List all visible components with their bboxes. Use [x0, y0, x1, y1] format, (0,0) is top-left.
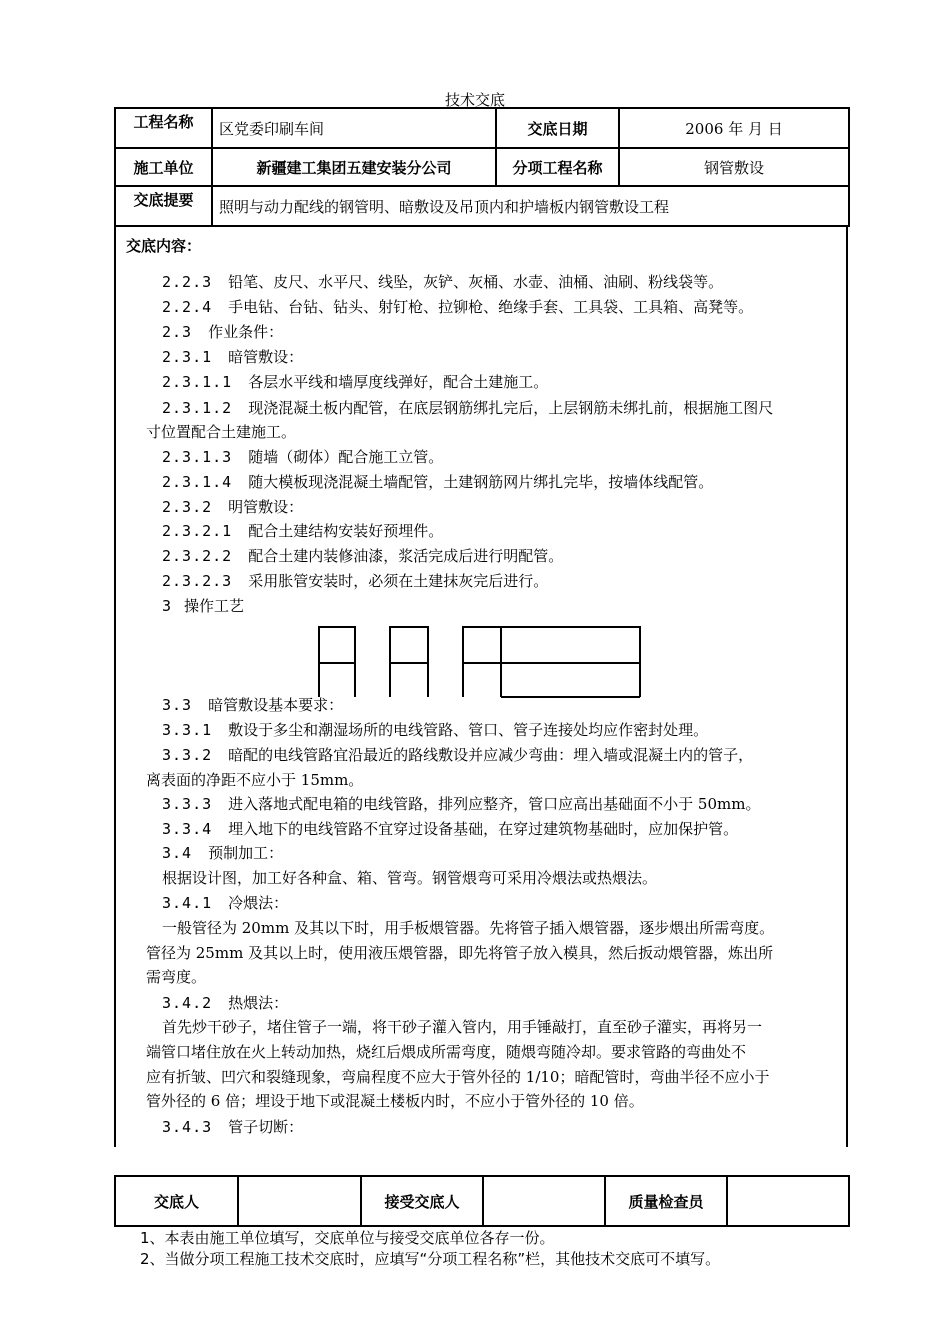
section-number: 2.3.1.2	[162, 399, 233, 417]
section-number: 2.3.2.1	[162, 522, 233, 540]
section-number: 3.3.2	[162, 746, 213, 764]
section-number: 2.3.2.3	[162, 572, 233, 590]
subproject-value: 钢管敷设	[619, 148, 849, 186]
content-line	[146, 943, 773, 963]
date-label: 交底日期	[496, 108, 619, 148]
content-line	[162, 372, 548, 392]
content-line	[162, 695, 343, 715]
line-text: 操作工艺	[184, 597, 245, 615]
section-number: 2.3.2	[162, 498, 213, 516]
line-text: 铅笔、皮尺、水平尺、线坠，灰铲、灰桶、水壶、油桶、油刷、粉线袋等。	[228, 273, 724, 291]
line-text: 敷设于多尘和潮湿场所的电线管路、管口、管子连接处均应作密封处理。	[228, 721, 709, 739]
line-text: 配合土建内装修油漆，浆活完成后进行明配管。	[248, 547, 564, 565]
line-text: 进入落地式配电箱的电线管路，排列应整齐，管口应高出基础面不小于 50mm。	[228, 795, 761, 813]
inspector-label: 质量检查员	[605, 1176, 727, 1226]
line-text: 冷煨法：	[228, 894, 289, 912]
line-text: 寸位置配合土建施工。	[146, 423, 297, 441]
line-text: 暗管敷设：	[228, 348, 304, 366]
content-line	[162, 794, 760, 814]
content-line	[162, 521, 443, 541]
section-number: 2.3.1	[162, 348, 213, 366]
line-text: 现浇混凝土板内配管，在底层钢筋绑扎完后，上层钢筋未绑扎前，根据施工图尺	[248, 399, 774, 417]
note-2: 2、当做分项工程施工技术交底时，应填写“分项工程名称”栏，其他技术交底可不填写。	[140, 1250, 721, 1268]
content-line	[146, 967, 206, 987]
line-text: 离表面的净距不应小于 15mm。	[146, 771, 364, 789]
content-line	[162, 1117, 303, 1137]
line-text: 根据设计图，加工好各种盒、箱、管弯。钢管煨弯可采用冷煨法或热煨法。	[162, 869, 658, 887]
line-text: 作业条件：	[208, 323, 284, 341]
content-line	[162, 893, 288, 913]
document-title: 技术交底	[444, 91, 505, 109]
content-line	[162, 322, 283, 342]
receiver-label: 接受交底人	[361, 1176, 483, 1226]
line-text: 管径为 25mm 及其以上时，使用液压煨管器，即先将管子放入模具，然后扳动煨管器，炼出所	[146, 944, 774, 962]
line-text: 埋入地下的电线管路不宜穿过设备基础，在穿过建筑物基础时，应加保护管。	[228, 820, 739, 838]
section-number: 2.3.2.2	[162, 547, 233, 565]
project-name-value: 区党委印刷车间	[212, 108, 496, 148]
handover-signature-field[interactable]	[238, 1176, 361, 1226]
content-line	[162, 1017, 762, 1037]
content-line	[162, 720, 708, 740]
line-text: 一般管径为 20mm 及其以下时，用手板煨管器。先将管子插入煨管器，逐步煨出所需弯度。	[162, 919, 775, 937]
line-text: 管外径的 6 倍；埋设于地下或混凝土楼板内时，不应小于管外径的 10 倍。	[146, 1092, 644, 1110]
inspector-signature-field[interactable]	[727, 1176, 849, 1226]
section-number: 3.4.1	[162, 894, 213, 912]
content-line	[162, 596, 244, 616]
subproject-label: 分项工程名称	[496, 148, 619, 186]
unit-label: 施工单位	[115, 148, 212, 186]
section-number: 3.4.3	[162, 1118, 213, 1136]
content-line	[146, 422, 296, 442]
line-text: 需弯度。	[146, 968, 207, 986]
line-text: 手电钻、台钻、钻头、射钉枪、拉铆枪、绝缘手套、工具袋、工具箱、高凳等。	[228, 298, 754, 316]
section-number: 2.2.4	[162, 298, 213, 316]
section-number: 3.4	[162, 844, 193, 862]
section-number: 3.4.2	[162, 994, 213, 1012]
line-text: 暗配的电线管路宜沿最近的路线敷设并应减少弯曲：埋入墙或混凝土内的管子，	[228, 746, 754, 764]
content-line	[162, 843, 283, 863]
content-label: 交底内容：	[126, 237, 202, 255]
line-text: 明管敷设：	[228, 498, 304, 516]
section-number: 2.3.1.1	[162, 373, 233, 391]
content-line	[146, 770, 363, 790]
summary-value: 照明与动力配线的钢管明、暗敷设及吊顶内和护墙板内钢管敷设工程	[212, 186, 849, 226]
content-line	[146, 1091, 644, 1111]
line-text: 应有折皱、凹穴和裂缝现象，弯扁程度不应大于管外径的 1/10；暗配管时，弯曲半径不应小于	[146, 1068, 770, 1086]
content-line	[162, 347, 303, 367]
line-text: 各层水平线和墙厚度线弹好，配合土建施工。	[248, 373, 549, 391]
content-line	[162, 297, 753, 317]
content-line	[162, 272, 723, 292]
line-text: 端管口堵住放在火上转动加热，烧红后煨成所需弯度，随煨弯随冷却。要求管路的弯曲处不	[146, 1043, 747, 1061]
section-number: 3.3	[162, 696, 193, 714]
line-text: 首先炒干砂子，堵住管子一端，将干砂子灌入管内，用手锤敲打，直至砂子灌实，再将另一	[162, 1018, 763, 1036]
date-value: 2006 年 月 日	[619, 108, 849, 148]
content-line	[162, 398, 773, 418]
section-number: 3	[162, 597, 173, 615]
handover-label: 交底人	[115, 1176, 238, 1226]
unit-value: 新疆建工集团五建安装分公司	[212, 148, 496, 186]
content-line	[162, 571, 548, 591]
content-line	[162, 546, 563, 566]
content-line	[146, 1067, 769, 1087]
line-text: 暗管敷设基本要求：	[208, 696, 344, 714]
summary-label: 交底提要	[115, 186, 212, 226]
content-line	[162, 447, 443, 467]
receiver-signature-field[interactable]	[483, 1176, 605, 1226]
note-1: 1、本表由施工单位填写，交底单位与接受交底单位各存一份。	[140, 1229, 555, 1247]
content-line	[162, 918, 774, 938]
project-name-label: 工程名称	[115, 108, 212, 148]
section-number: 2.3.1.4	[162, 473, 233, 491]
line-text: 随墙（砌体）配合施工立管。	[248, 448, 444, 466]
section-number: 2.3.1.3	[162, 448, 233, 466]
content-line	[162, 819, 738, 839]
content-line	[146, 1042, 746, 1062]
content-line	[162, 868, 657, 888]
signature-table	[114, 1175, 850, 1227]
content-line	[162, 993, 288, 1013]
content-line	[162, 472, 713, 492]
line-text: 预制加工：	[208, 844, 284, 862]
line-text: 随大模板现浇混凝土墙配管，土建钢筋网片绑扎完毕，按墙体线配管。	[248, 473, 714, 491]
line-text: 采用胀管安装时，必须在土建抹灰完后进行。	[248, 572, 549, 590]
header-table	[114, 107, 850, 227]
section-number: 3.3.3	[162, 795, 213, 813]
line-text: 配合土建结构安装好预埋件。	[248, 522, 444, 540]
section-number: 3.3.4	[162, 820, 213, 838]
pipe-layout-diagram	[318, 626, 642, 698]
section-number: 3.3.1	[162, 721, 213, 739]
content-line	[162, 745, 753, 765]
section-number: 2.2.3	[162, 273, 213, 291]
line-text: 热煨法：	[228, 994, 289, 1012]
line-text: 管子切断：	[228, 1118, 304, 1136]
section-number: 2.3	[162, 323, 193, 341]
content-line	[162, 497, 303, 517]
